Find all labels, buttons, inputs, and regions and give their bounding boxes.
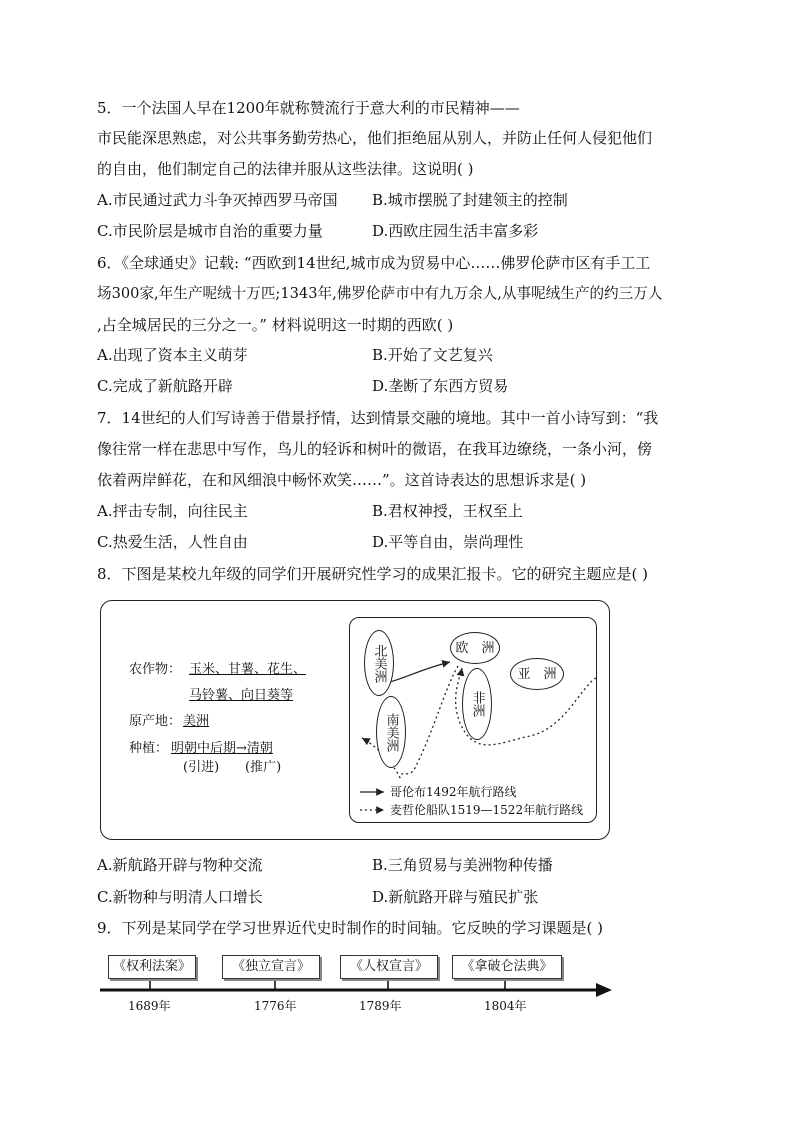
q7-stem-line1: 7．14世纪的人们写诗善于借景抒情，达到情景交融的境地。其中一首小诗写到：“我 [97,409,659,427]
magellan-route-atlantic [400,666,458,778]
q8-option-d[interactable]: D.新航路开辟与殖民扩张 [372,888,539,906]
q8-option-c[interactable]: C.新物种与明清人口增长 [97,888,263,906]
q7-stem-line3: 依着两岸鲜花，在和风细浪中畅怀欢笑……”。这首诗表达的思想诉求是( ) [97,471,587,489]
q7-option-a[interactable]: A.抨击专制，向往民主 [97,502,248,520]
plant-value: 明朝中后期→清朝 [171,741,273,756]
timeline-doc-1: 《权利法案》 [108,955,196,979]
q5-option-b[interactable]: B.城市摆脱了封建领主的控制 [372,191,568,209]
q8-stem-line1: 8．下图是某校九年级的同学们开展研究性学习的成果汇报卡。它的研究主题应是( ) [97,565,649,583]
south-america-label: 南美洲 [376,696,406,768]
legend-columbus: 哥伦布1492年航行路线 [390,785,517,799]
q6-stem-line2: 场300家,年生产呢绒十万匹;1343年,佛罗伦萨市中有九万余人,从事呢绒生产的约三万人 [97,285,663,302]
q5-stem-line1: 5．一个法国人早在1200年就称赞流行于意大利的市民精神—— [97,99,520,117]
north-america-label: 北美洲 [364,630,394,696]
timeline-doc-3: 《人权宣言》 [340,955,438,979]
crops-label: 农作物： [129,662,182,677]
q6-option-a[interactable]: A.出现了资本主义萌芽 [97,346,248,364]
intro-note: (引进) [183,760,220,775]
q9-stem-line1: 9．下列是某同学在学习世界近代史时制作的时间轴。它反映的学习课题是( ) [97,919,604,937]
timeline-doc-4: 《拿破仑法典》 [452,955,562,979]
timeline-year-1: 1689年 [128,999,171,1013]
q8-option-a[interactable]: A.新航路开辟与物种交流 [97,856,263,874]
q7-option-d[interactable]: D.平等自由，崇尚理性 [372,533,524,551]
q8-option-b[interactable]: B.三角贸易与美洲物种传播 [372,856,553,874]
timeline-year-4: 1804年 [484,999,527,1013]
timeline-year-3: 1789年 [359,999,402,1013]
q5-option-d[interactable]: D.西欧庄园生活丰富多彩 [372,222,539,240]
q5-stem-line3: 的自由，他们制定自己的法律并服从这些法律。这说明( ) [97,160,474,178]
europe-label: 欧 洲 [450,632,500,664]
crops-line2: 马铃薯、向日葵等 [189,688,294,703]
q7-stem-line2: 像往常一样在悲思中写作，鸟儿的轻诉和树叶的微语，在我耳边缭绕，一条小河，傍 [97,440,653,458]
origin-label: 原产地： [129,714,182,729]
asia-label: 亚 洲 [510,658,564,690]
q5-option-c[interactable]: C.市民阶层是城市自治的重要力量 [97,222,323,240]
columbus-route [390,662,450,682]
q6-option-c[interactable]: C.完成了新航路开辟 [97,377,233,395]
q6-stem-line3: ,占全城居民的三分之一。” 材料说明这一时期的西欧( ) [97,316,454,334]
africa-label: 非洲 [462,668,492,740]
q5-stem-line2: 市民能深思熟虑，对公共事务勤劳热心，他们拒绝屈从别人，并防止任何人侵犯他们 [97,129,653,147]
q6-stem-line1: 6．《全球通史》记载: “西欧到14世纪,城市成为贸易中心……佛罗伦萨市区有手工工 [97,254,651,272]
crops-line1: 玉米、甘薯、花生、 [189,662,307,677]
q7-option-b[interactable]: B.君权神授，王权至上 [372,502,523,520]
promote-note: (推广) [245,760,282,775]
q6-option-d[interactable]: D.垄断了东西方贸易 [372,377,509,395]
timeline-year-2: 1776年 [254,999,297,1013]
voyage-map [349,617,597,823]
legend-magellan: 麦哲伦船队1519—1522年航行路线 [390,803,584,817]
q7-option-c[interactable]: C.热爱生活，人性自由 [97,533,248,551]
research-report-card [100,600,610,840]
q6-option-b[interactable]: B.开始了文艺复兴 [372,346,493,364]
q5-option-a[interactable]: A.市民通过武力斗争灭掉西罗马帝国 [97,191,338,209]
plant-label: 种植： [129,741,169,756]
origin-value: 美洲 [183,714,210,729]
timeline-arrowhead [596,983,612,997]
timeline-doc-2: 《独立宣言》 [222,955,320,979]
